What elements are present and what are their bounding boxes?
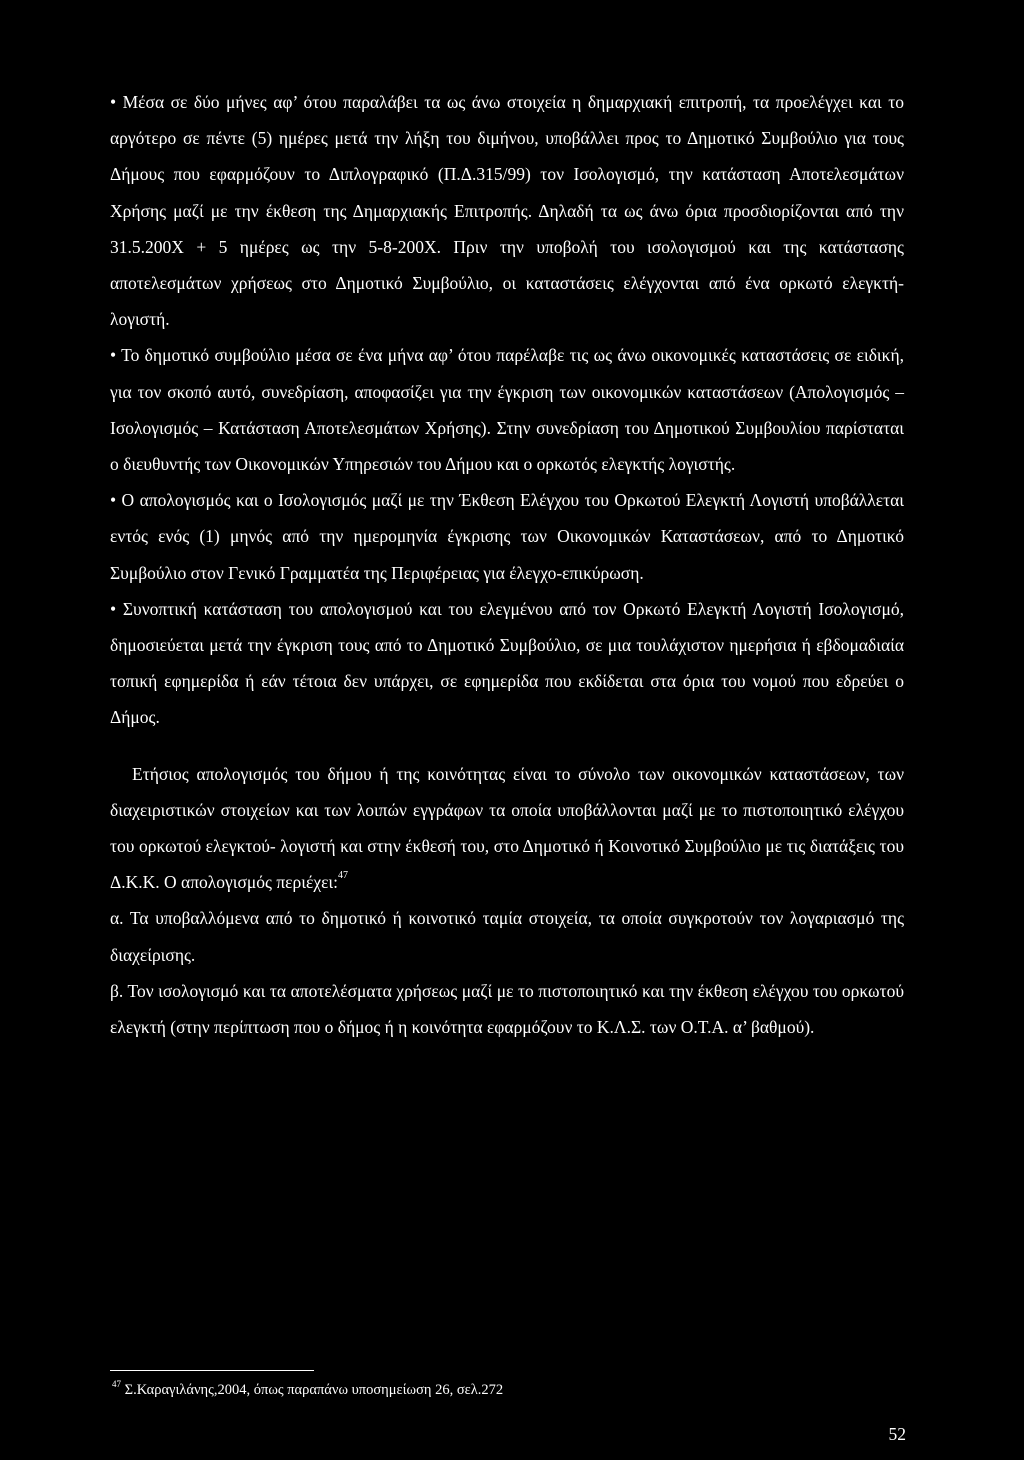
bullet-paragraph-3: • Ο απολογισμός και ο Ισολογισμός μαζί με την Έκθεση Ελέγχου του Ορκωτού Ελεγκτή Λογιστή υποβάλλεται εντός ενός (1) μηνός από την ημερομηνία έγκρισης των Οικονομικών Καταστάσεων, από το Δημοτικό Συμβούλιο στον Γενικό Γραμματέα της Περιφέρειας για έλεγχο-επικύρωση.: [110, 490, 904, 583]
page-number: 52: [888, 1424, 906, 1444]
footnote-text: Σ.Καραγιλάνης,2004, όπως παραπάνω υποσημείωση 26, σελ.272: [124, 1382, 504, 1398]
list-item-alpha: α. Τα υποβαλλόμενα από το δημοτικό ή κοινοτικό ταμία στοιχεία, τα οποία συγκροτούν τον λογαριασμό της διαχείρισης.: [110, 908, 904, 965]
intro-text: Ετήσιος απολογισμός του δήμου ή της κοινότητας είναι το σύνολο των οικονομικών καταστάσεων, των διαχειριστικών στοιχείων και των λοιπών εγγράφων τα οποία υποβάλλονται μαζί με το πιστοποιητικό ελέγχου του ορκωτού ελεγκτού- λογιστή και στην έκθεσή του, στο Δημοτικό ή Κοινοτικό Συμβούλιο με τις διατάξεις του Δ.Κ.Κ. Ο απολογισμός περιέχει:: [110, 763, 904, 893]
list-item-beta: β. Τον ισολογισμό και τα αποτελέσματα χρήσεως μαζί με το πιστοποιητικό και την έκθεση ελέγχου του ορκωτού ελεγκτή (στην περίπτωση που ο δήμος ή η κοινότητα εφαρμόζουν το Κ.Λ.Σ. των Ο.Τ.Α. α’ βαθμού).: [110, 980, 904, 1038]
bullet-paragraph-2: • Το δημοτικό συμβούλιο μέσα σε ένα μήνα αφ’ ότου παρέλαβε τις ως άνω οικονομικές καταστάσεις σε ειδική, για τον σκοπό αυτό, συνεδρίαση, αποφασίζει για την έγκριση των οικονομικών καταστάσεων (Απολογισμός –Ισολογισμός – Κατάσταση Αποτελεσμάτων Χρήσης). Στην συνεδρίαση του Δημοτικού Συμβουλίου παρίσταται ο διευθυντής των Οικονομικών Υπηρεσιών του Δήμου και ο ορκωτός ελεγκτής λογιστής.: [110, 345, 904, 475]
bullet-paragraph-1: • Μέσα σε δύο μήνες αφ’ ότου παραλάβει τα ως άνω στοιχεία η δημαρχιακή επιτροπή, τα προελέγχει και το αργότερο σε πέντε (5) ημέρες μετά την λήξη του διμήνου, υποβάλλει προς το Δημοτικό Συμβούλιο για τους Δήμους που εφαρμόζουν το Διπλογραφικό (Π.Δ.315/99) τον Ισολογισμό, την κατάσταση Αποτελεσμάτων Χρήσης μαζί με την έκθεση της Δημαρχιακής Επιτροπής. Δηλαδή τα ως άνω όρια προσδιορίζονται από την 31.5.200Χ + 5 ημέρες ως την 5-8-200Χ. Πριν την υποβολή του ισολογισμού και της κατάστασης αποτελεσμάτων χρήσεως στο Δημοτικό Συμβούλιο, οι καταστάσεις ελέγχονται από ένα ορκωτό ελεγκτή- λογιστή.: [110, 92, 904, 330]
intro-paragraph: [110, 756, 904, 901]
bullet-paragraph-4: • Συνοπτική κατάσταση του απολογισμού και του ελεγμένου από τον Ορκωτό Ελεγκτή Λογιστή Ισολογισμό, δημοσιεύεται μετά την έγκριση τους από το Δημοτικό Συμβούλιο, σε μια τουλάχιστον ημερήσια ή εβδομαδιαία τοπική εφημερίδα ή εάν τέτοια δεν υπάρχει, σε εφημερίδα που εκδίδεται στα όρια του νομού που εδρεύει ο Δήμος.: [110, 598, 904, 728]
footnote-divider: [110, 1370, 314, 1371]
paragraph-gap: [110, 736, 904, 756]
footnote: [112, 1380, 902, 1400]
footnote-reference[interactable]: 47: [338, 870, 349, 882]
footnote-number: 47: [112, 1379, 121, 1389]
page-body: [110, 84, 904, 1045]
